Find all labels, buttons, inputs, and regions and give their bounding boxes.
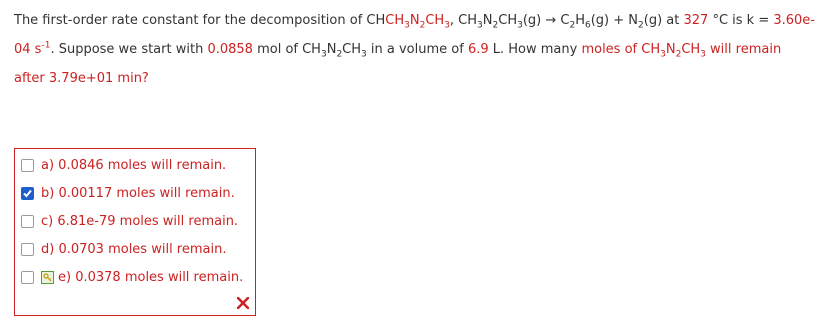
checkbox[interactable] (21, 215, 34, 228)
question-text: The first-order rate constant for the decomposition of $CHCH_3N_2CH_3$, $CH_3N_2CH_3(g) \to C_2H_6(g) + N_2(g)$ at 327 °C is k = 3.60e-04 $s^{-1}$. Suppose we start with 0.0858 mol of $CH_3N_2CH_3$ in a volume of 6.9 L. How many moles of $CH_3N_2CH_3$ will remain after 3.79e+01 min? (14, 13, 815, 86)
check-icon (22, 188, 33, 199)
choice-a[interactable]: a) 0.0846 moles will remain. (15, 155, 255, 175)
question-target: moles of $CH_3N_2CH_3$ will remain (581, 42, 782, 60)
choice-c[interactable]: c) 6.81e-79 moles will remain. (15, 211, 255, 231)
checkbox[interactable] (21, 159, 34, 172)
formula-ch3n2ch3: $CH_3N_2CH_3$ (385, 13, 450, 31)
choice-b[interactable]: b) 0.00117 moles will remain. (15, 183, 255, 203)
key-icon (41, 271, 54, 284)
answer-choices (14, 148, 256, 316)
temperature-value: 327 (683, 13, 709, 28)
time-phrase: after 3.79e+01 min? (14, 71, 149, 86)
x-mark-icon (237, 297, 249, 309)
rate-constant-value: 3.60e-04 $s^{-1}$ (14, 13, 815, 57)
checkbox[interactable] (21, 243, 34, 256)
choice-d[interactable]: d) 0.0703 moles will remain. (15, 239, 255, 259)
choice-e[interactable]: e) 0.0378 moles will remain. (15, 267, 255, 287)
checkbox-checked[interactable] (21, 187, 34, 200)
volume-value: 6.9 (467, 42, 489, 57)
moles-value: 0.0858 (207, 42, 253, 57)
checkbox[interactable] (21, 271, 34, 284)
